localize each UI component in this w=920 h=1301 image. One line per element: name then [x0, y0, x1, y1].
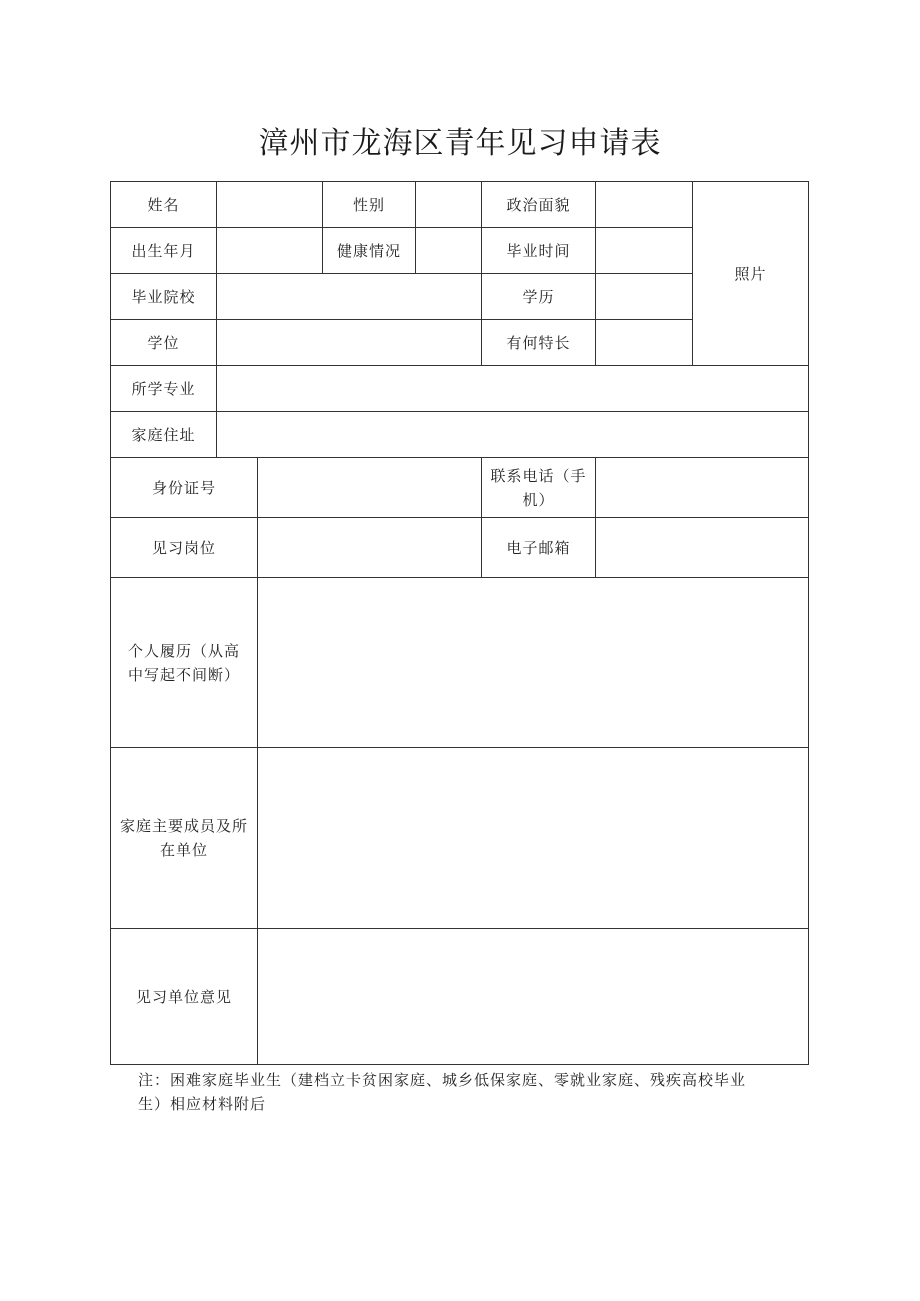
unit-opinion-field[interactable] — [258, 929, 808, 1064]
degree-field[interactable] — [217, 320, 481, 365]
health-field[interactable] — [416, 228, 481, 273]
family-field[interactable] — [258, 748, 808, 928]
address-field[interactable] — [217, 412, 808, 457]
footnote: 注：困难家庭毕业生（建档立卡贫困家庭、城乡低保家庭、零就业家庭、残疾高校毕业生）相应材料附后 — [138, 1071, 747, 1113]
education-field[interactable] — [596, 274, 692, 319]
label-education: 学历 — [522, 287, 555, 306]
id-number-field[interactable] — [258, 458, 481, 517]
label-position: 见习岗位 — [151, 538, 216, 557]
name-field[interactable] — [217, 182, 322, 227]
label-degree: 学位 — [147, 333, 180, 352]
label-health: 健康情况 — [336, 241, 401, 260]
label-address: 家庭住址 — [131, 425, 196, 444]
political-status-field[interactable] — [596, 182, 692, 227]
label-phone: 联系电话（手机） — [490, 466, 587, 509]
label-unit-opinion: 见习单位意见 — [135, 987, 232, 1006]
photo-box[interactable] — [693, 182, 808, 365]
label-resume: 个人履历（从高中写起不间断） — [127, 641, 240, 684]
label-specialty: 有何特长 — [506, 333, 571, 352]
label-major: 所学专业 — [131, 379, 196, 398]
label-gender: 性别 — [352, 195, 385, 214]
position-field[interactable] — [258, 518, 481, 577]
photo-label: 照片 — [734, 265, 767, 283]
label-name: 姓名 — [147, 195, 180, 214]
specialty-field[interactable] — [596, 320, 692, 365]
label-family: 家庭主要成员及所在单位 — [119, 817, 248, 859]
resume-field[interactable] — [258, 578, 808, 747]
major-field[interactable] — [217, 366, 808, 411]
label-school: 毕业院校 — [131, 287, 196, 306]
gender-field[interactable] — [416, 182, 481, 227]
birth-date-field[interactable] — [217, 228, 322, 273]
phone-field[interactable] — [596, 458, 808, 517]
label-email: 电子邮箱 — [506, 538, 571, 557]
label-id-number: 身份证号 — [151, 478, 216, 497]
graduation-time-field[interactable] — [596, 228, 692, 273]
label-political-status: 政治面貌 — [506, 195, 571, 214]
school-field[interactable] — [217, 274, 481, 319]
label-graduation-time: 毕业时间 — [506, 241, 571, 260]
form-title: 漳州市龙海区青年见习申请表 — [258, 126, 662, 161]
email-field[interactable] — [596, 518, 808, 577]
label-birth-date: 出生年月 — [131, 241, 196, 260]
